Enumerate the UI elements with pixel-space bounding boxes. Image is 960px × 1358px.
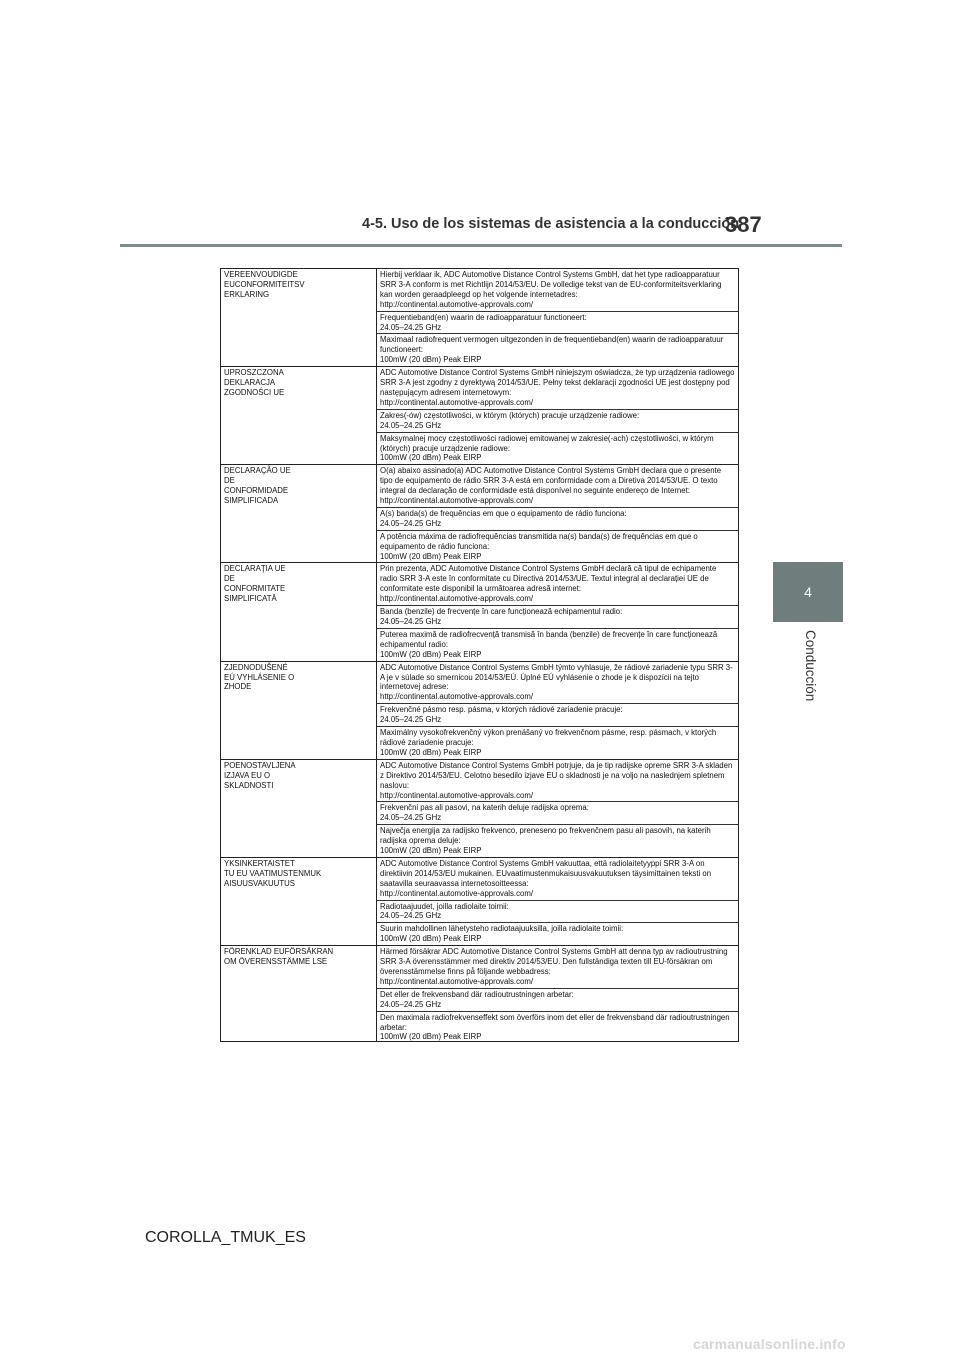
declaration-text: ADC Automotive Distance Control Systems GmbH niniejszym oświadcza, że typ urządzenia radiowego SRR 3-A jest zgodny z dyrektywą 2014/53/UE. Pełny tekst deklaracji zgodności UE jest dostępny pod następującym adresem internetowym: [380, 368, 735, 397]
declaration-value: 24.05–24.25 GHz [380, 911, 442, 921]
footer-code: COROLLA_TMUK_ES [145, 1229, 306, 1246]
declaration-text: O(a) abaixo assinado(a) ADC Automotive Distance Control Systems GmbH declara que o presente tipo de equipamento de rádio SRR 3-A está em conformidade com a Diretiva 2014/53/UE. O texto integral da declaração de conformidade está disponível no seguinte endereço de Internet: [380, 466, 722, 496]
declaration-value: 24.05–24.25 GHz [380, 999, 442, 1009]
declaration-value: 100mW (20 dBm) Peak EIRP [380, 934, 482, 944]
declaration-text: Frequentieband(en) waarin de radioapparatuur functioneert: [380, 312, 587, 322]
declaration-cell [377, 662, 738, 705]
declaration-cell [377, 858, 738, 901]
declaration-cell [377, 802, 738, 825]
declaration-value: http://continental.automotive-approvals.com/ [380, 976, 533, 986]
declaration-cell [377, 465, 738, 508]
watermark: carmanualsonline.info [693, 1336, 846, 1352]
declaration-row [221, 367, 738, 465]
declaration-cells [377, 946, 738, 1042]
declaration-text: ADC Automotive Distance Control Systems GmbH vakuuttaa, että radiolaitetyyppi SRR 3-A on direktiivin 2014/53/EU mukainen. EUvaatimustenmukaisuusvakuutuksen täysimittainen teksti on saatavilla seuraavassa internetosoitteessa: [380, 858, 712, 888]
declaration-text: Härmed försäkrar ADC Automotive Distance Control Systems GmbH att denna typ av radioutrustning SRR 3-A överensstämmer med direktiv 2014/53/EU. Den fullständiga texten till EU-försäkran om överensstämmelse finns på följande webbadress: [380, 947, 728, 976]
declaration-row [221, 465, 738, 563]
declaration-cell [377, 531, 738, 563]
declaration-title: UPROSZCZONA DEKLARACJA ZGODNOŚCI UE [221, 367, 377, 464]
declarations-table [220, 268, 739, 1042]
declaration-cells [377, 269, 738, 366]
header-rule [120, 244, 842, 247]
declaration-text: Frekvenčné pásmo resp. pásma, v ktorých rádiové zariadenie pracuje: [380, 705, 623, 715]
declaration-cells [377, 563, 738, 660]
declaration-cell [377, 946, 738, 989]
declaration-cell [377, 334, 738, 366]
declaration-text: Maximálny vysokofrekvenčný výkon prenášaný vo frekvenčnom pásme, resp. pásmach, v ktorých rádiové zariadenie pracuje: [380, 728, 717, 747]
declaration-title: ZJEDNODUŠENÉ EÚ VYHLÁSENIE O ZHODE [221, 662, 377, 759]
declaration-cell [377, 760, 738, 803]
declaration-text: Zakres(-ów) częstotliwości, w którym (których) pracuje urządzenie radiowe: [380, 410, 640, 420]
declaration-cells [377, 858, 738, 945]
declaration-value: 24.05–24.25 GHz [380, 322, 442, 332]
section-title: 4-5. Uso de los sistemas de asistencia a la conducción [362, 216, 740, 232]
declaration-cell [377, 433, 738, 465]
declaration-text: Radiotaajuudet, joilla radiolaite toimii: [380, 901, 509, 911]
declaration-value: 100mW (20 dBm) Peak EIRP [380, 649, 482, 659]
declaration-text: Maximaal radiofrequent vermogen uitgezonden in de frequentieband(en) waarin de radioapparatuur functioneert: [380, 335, 724, 355]
declaration-cell [377, 1012, 738, 1042]
declaration-text: ADC Automotive Distance Control Systems GmbH potrjuje, da je tip radijske opreme SRR 3-A skladen z Direktivo 2014/53/EU. Celotno besedilo izjave EU o skladnosti je na voljo na naslednjem spletnem naslovu: [380, 760, 733, 790]
declaration-value: 100mW (20 dBm) Peak EIRP [380, 551, 482, 561]
declaration-row [221, 662, 738, 760]
declaration-text: A(s) banda(s) de frequências em que o equipamento de rádio funciona: [380, 508, 627, 518]
declaration-row [221, 563, 738, 661]
declaration-row [221, 269, 738, 367]
declaration-text: Hierbij verklaar ik, ADC Automotive Distance Control Systems GmbH, dat het type radioapparatuur SRR 3-A conform is met Richtlijn 2014/53/EU. De volledige tekst van de EU-conformiteitsverklaring kan worden geraadpleegd op het volgende internetadres: [380, 270, 722, 299]
declaration-value: http://continental.automotive-approvals.com/ [380, 299, 533, 309]
declaration-cell [377, 923, 738, 945]
declaration-title: YKSINKERTAISTET TU EU VAATIMUSTENMUK AISUUSVAKUUTUS [221, 858, 377, 945]
declaration-cells [377, 465, 738, 562]
declaration-value: http://continental.automotive-approvals.com/ [380, 692, 533, 702]
declaration-text: Suurin mahdollinen lähetysteho radiotaajuuksilla, joilla radiolaite toimii: [380, 924, 624, 934]
declaration-cells [377, 367, 738, 464]
declaration-cells [377, 662, 738, 759]
declaration-title: DECLARAŢIA UE DE CONFORMITATE SIMPLIFICATĂ [221, 563, 377, 660]
declaration-value: 100mW (20 dBm) Peak EIRP [380, 1032, 482, 1042]
declaration-cell [377, 606, 738, 629]
declaration-text: A potência máxima de radiofrequências transmitida na(s) banda(s) de frequências em que o equipamento de rádio funciona: [380, 531, 698, 551]
declaration-cell [377, 901, 738, 924]
declaration-text: Det eller de frekvensband där radioutrustningen arbetar: [380, 989, 574, 999]
chapter-label: Conducción [803, 630, 818, 702]
declaration-value: 24.05–24.25 GHz [380, 420, 442, 430]
declaration-title: POENOSTAVLJENA IZJAVA EU O SKLADNOSTI [221, 760, 377, 857]
declaration-text: Puterea maximă de radiofrecvență transmisă în banda (benzile) de frecvențe în care funcționează echipamentul radio: [380, 629, 718, 649]
declaration-value: 100mW (20 dBm) Peak EIRP [380, 453, 482, 463]
declaration-text: Največja energija za radijsko frekvenco, preneseno po frekvenčnem pasu ali pasovih, na katerih radijska oprema deluje: [380, 826, 711, 846]
declaration-cell [377, 704, 738, 727]
declaration-value: 100mW (20 dBm) Peak EIRP [380, 355, 482, 365]
declaration-cell [377, 508, 738, 531]
declaration-cell [377, 727, 738, 759]
declaration-cell [377, 629, 738, 661]
declaration-value: 24.05–24.25 GHz [380, 813, 442, 823]
declaration-value: http://continental.automotive-approvals.com/ [380, 888, 533, 898]
declaration-value: 24.05–24.25 GHz [380, 518, 442, 528]
declaration-cells [377, 760, 738, 857]
declaration-row [221, 946, 738, 1042]
declaration-text: Banda (benzile) de frecvențe în care funcționează echipamentul radio: [380, 607, 623, 617]
declaration-cell [377, 825, 738, 857]
declaration-cell [377, 410, 738, 433]
declaration-text: Den maximala radiofrekvenseffekt som överförs inom det eller de frekvensband där radioutrustningen arbetar: [380, 1012, 730, 1032]
declaration-cell [377, 989, 738, 1012]
declaration-text: Maksymalnej mocy częstotliwości radiowej emitowanej w zakresie(-ach) częstotliwości, w którym (których) pracuje urządzenie radiowe: [380, 433, 714, 453]
declaration-value: http://continental.automotive-approvals.com/ [380, 496, 533, 506]
chapter-tab: 4 [773, 562, 843, 622]
declaration-text: ADC Automotive Distance Control Systems GmbH týmto vyhlasuje, že rádiové zariadenie typu SRR 3-A je v súlade so smernicou 2014/53/EÚ. Úplné EÚ vyhlásenie o zhode je k dispozícii na tejto internetovej adrese: [380, 662, 733, 692]
declaration-cell [377, 269, 738, 312]
declaration-value: http://continental.automotive-approvals.com/ [380, 790, 533, 800]
declaration-cell [377, 367, 738, 410]
declaration-row [221, 858, 738, 946]
declaration-value: 24.05–24.25 GHz [380, 617, 442, 626]
declaration-value: 100mW (20 dBm) Peak EIRP [380, 747, 482, 757]
declaration-title: VEREENVOUDIGDE EUCONFORMITEITSV ERKLARING [221, 269, 377, 366]
declaration-text: Frekvenčni pas ali pasovi, na katerih deluje radijska oprema: [380, 803, 589, 813]
declaration-value: http://continental.automotive-approvals.com/ [380, 397, 533, 407]
page-number: 387 [725, 212, 762, 237]
declaration-cell [377, 563, 738, 606]
declaration-value: 100mW (20 dBm) Peak EIRP [380, 846, 482, 856]
declaration-cell [377, 312, 738, 335]
declaration-value: 24.05–24.25 GHz [380, 715, 442, 725]
declaration-text: Prin prezenta, ADC Automotive Distance Control Systems GmbH declară că tipul de echipamente radio SRR 3-A este în conformitate cu Directiva 2014/53/UE. Textul integral al declarației UE de conformitate este disponibil la următoarea adresă internet: [380, 564, 717, 594]
declaration-row [221, 760, 738, 858]
declaration-value: http://continental.automotive-approvals.com/ [380, 594, 533, 604]
declaration-title: FÖRENKLAD EUFÖRSÄKRAN OM ÖVERENSSTÄMME LSE [221, 946, 377, 1042]
declaration-title: DECLARAÇÃO UE DE CONFORMIDADE SIMPLIFICADA [221, 465, 377, 562]
